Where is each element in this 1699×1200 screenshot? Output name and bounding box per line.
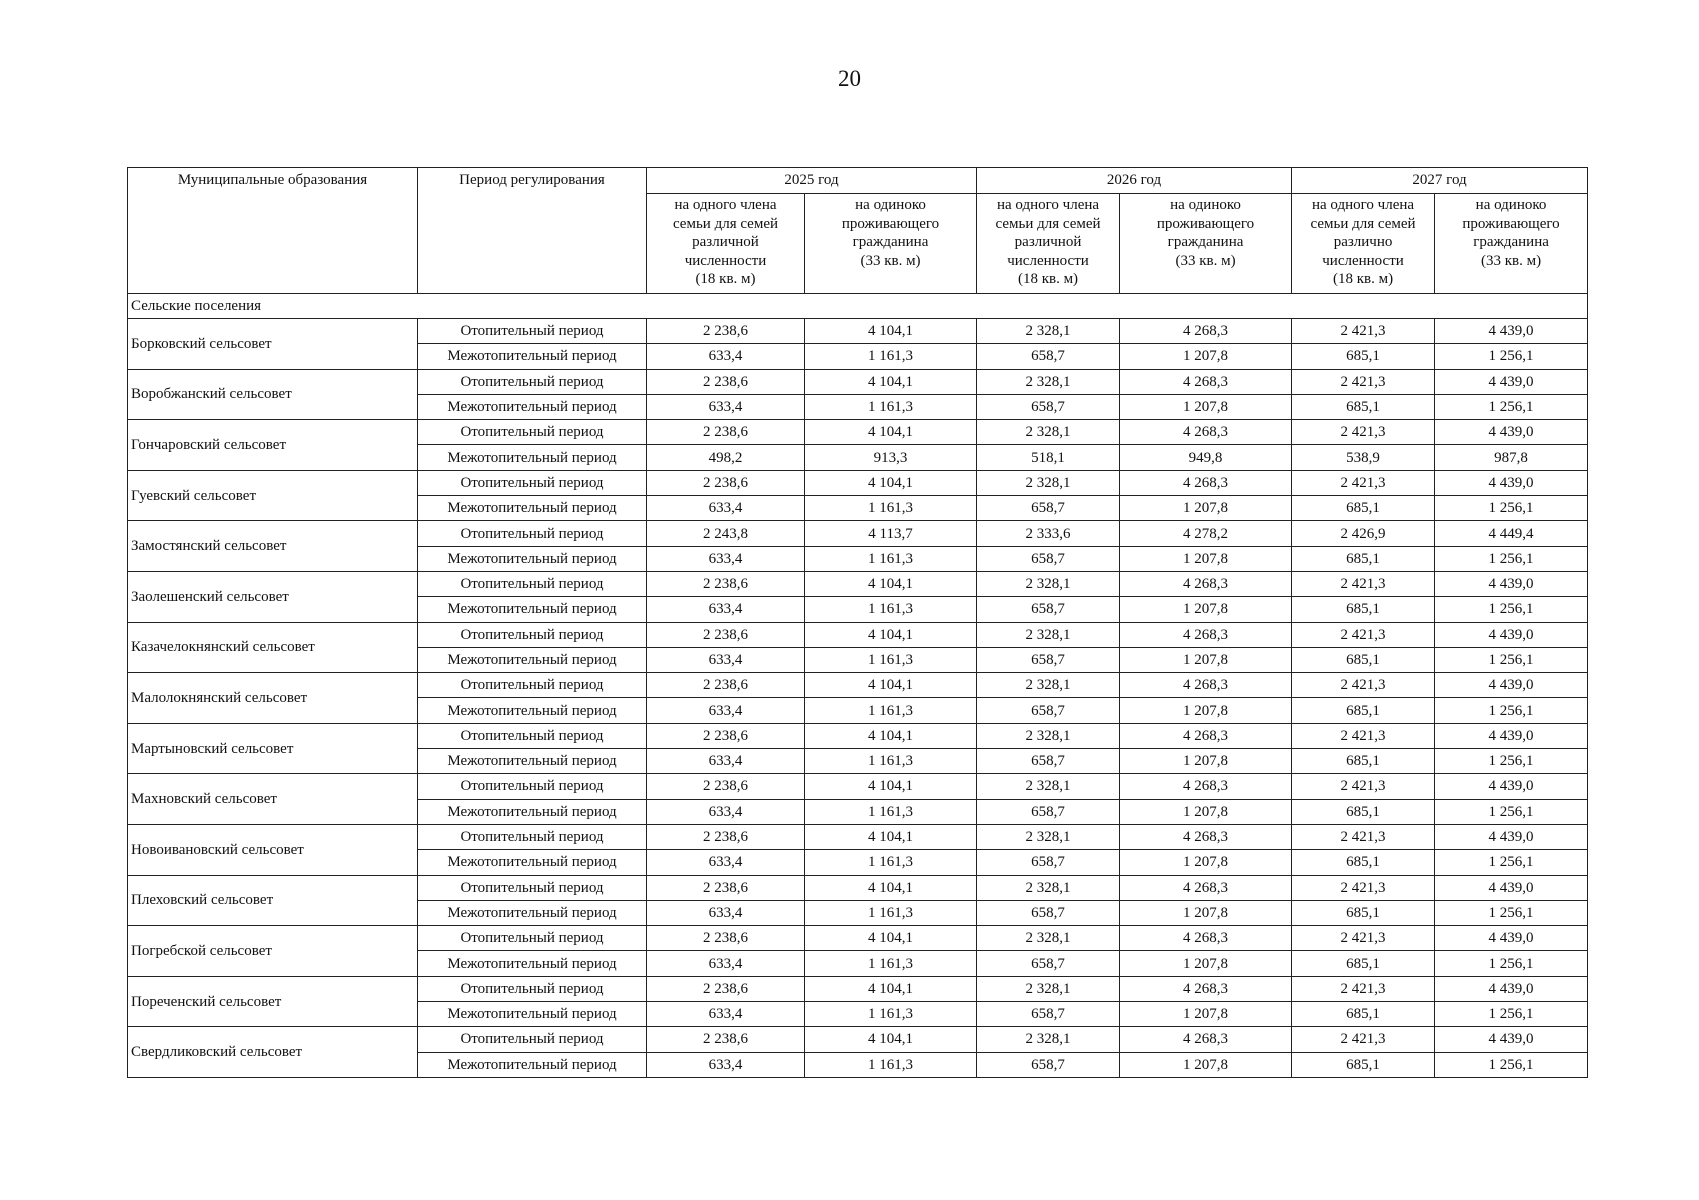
subheader-line: различной [1014,234,1082,250]
value-cell: 1 161,3 [805,1002,977,1027]
value-cell: 4 268,3 [1120,976,1292,1001]
period-cell: Отопительный период [418,470,647,495]
value-cell: 1 161,3 [805,546,977,571]
subheader-cell [647,194,805,294]
value-cell: 633,4 [647,1002,805,1027]
table-row [128,875,1588,900]
value-cell: 1 207,8 [1120,546,1292,571]
value-cell: 949,8 [1120,445,1292,470]
period-cell: Межотопительный период [418,445,647,470]
value-cell: 1 207,8 [1120,647,1292,672]
value-cell: 1 256,1 [1435,799,1588,824]
subheader-line: различно [1333,234,1393,250]
value-cell: 2 421,3 [1292,673,1435,698]
period-cell: Отопительный период [418,369,647,394]
period-cell: Отопительный период [418,622,647,647]
subheader-line: (33 кв. м) [860,252,921,269]
value-cell: 1 161,3 [805,597,977,622]
value-cell: 2 328,1 [977,319,1120,344]
municipality-name: Воробжанский сельсовет [128,369,418,420]
value-cell: 1 161,3 [805,698,977,723]
value-cell: 4 439,0 [1435,420,1588,445]
subheader-line: семьи для семей [672,215,779,232]
value-cell: 4 449,4 [1435,521,1588,546]
period-cell: Межотопительный период [418,799,647,824]
value-cell: 2 243,8 [647,521,805,546]
table-row [128,673,1588,698]
value-cell: 4 268,3 [1120,824,1292,849]
value-cell: 2 421,3 [1292,1027,1435,1052]
value-cell: 658,7 [977,698,1120,723]
value-cell: 4 104,1 [805,976,977,1001]
value-cell: 4 104,1 [805,673,977,698]
value-cell: 685,1 [1292,698,1435,723]
table-row [128,976,1588,1001]
value-cell: 658,7 [977,850,1120,875]
value-cell: 2 421,3 [1292,470,1435,495]
value-cell: 2 328,1 [977,1027,1120,1052]
value-cell: 538,9 [1292,445,1435,470]
value-cell: 4 268,3 [1120,673,1292,698]
value-cell: 2 328,1 [977,369,1120,394]
value-cell: 4 104,1 [805,420,977,445]
value-cell: 633,4 [647,749,805,774]
period-cell: Межотопительный период [418,900,647,925]
municipality-name: Гуевский сельсовет [128,470,418,521]
value-cell: 2 421,3 [1292,774,1435,799]
table-row [128,521,1588,546]
value-cell: 2 421,3 [1292,926,1435,951]
municipality-name: Плеховский сельсовет [128,875,418,926]
subheader-line: гражданина [852,234,929,250]
value-cell: 4 439,0 [1435,673,1588,698]
table-row [128,369,1588,394]
value-cell: 1 256,1 [1435,900,1588,925]
value-cell: 4 439,0 [1435,723,1588,748]
value-cell: 2 426,9 [1292,521,1435,546]
value-cell: 1 207,8 [1120,850,1292,875]
value-cell: 2 328,1 [977,875,1120,900]
value-cell: 1 256,1 [1435,546,1588,571]
subheader-cell [1120,194,1292,294]
value-cell: 2 238,6 [647,723,805,748]
value-cell: 2 328,1 [977,976,1120,1001]
value-cell: 2 238,6 [647,926,805,951]
value-cell: 633,4 [647,394,805,419]
subheader-line: на одиноко [1475,197,1547,213]
page-number: 20 [838,66,861,91]
subheader-line: проживающего [1156,215,1255,232]
value-cell: 1 161,3 [805,1052,977,1077]
value-cell: 2 238,6 [647,369,805,394]
value-cell: 4 439,0 [1435,774,1588,799]
table-row [128,723,1588,748]
period-cell: Отопительный период [418,774,647,799]
subheader-line: (33 кв. м) [1175,252,1236,269]
value-cell: 658,7 [977,1002,1120,1027]
value-cell: 913,3 [805,445,977,470]
tariff-table-container [127,167,1588,1078]
value-cell: 633,4 [647,900,805,925]
value-cell: 1 256,1 [1435,850,1588,875]
value-cell: 4 439,0 [1435,875,1588,900]
period-cell: Межотопительный период [418,698,647,723]
period-cell: Межотопительный период [418,597,647,622]
value-cell: 633,4 [647,799,805,824]
period-cell: Отопительный период [418,319,647,344]
value-cell: 658,7 [977,951,1120,976]
value-cell: 4 268,3 [1120,571,1292,596]
value-cell: 1 256,1 [1435,597,1588,622]
value-cell: 4 104,1 [805,926,977,951]
subheader-line: на одиноко [1170,197,1241,213]
value-cell: 2 328,1 [977,723,1120,748]
municipality-name: Махновский сельсовет [128,774,418,825]
section-title: Сельские поселения [128,294,1588,319]
value-cell: 2 238,6 [647,1027,805,1052]
value-cell: 2 328,1 [977,926,1120,951]
header-year-2025: 2025 год [647,168,977,194]
value-cell: 4 268,3 [1120,875,1292,900]
table-row [128,420,1588,445]
subheader-line: на одного члена [1311,197,1415,213]
period-cell: Межотопительный период [418,394,647,419]
table-row [128,824,1588,849]
value-cell: 633,4 [647,496,805,521]
value-cell: 1 256,1 [1435,1002,1588,1027]
value-cell: 685,1 [1292,850,1435,875]
value-cell: 4 268,3 [1120,622,1292,647]
subheader-cell [1435,194,1588,294]
value-cell: 2 421,3 [1292,369,1435,394]
value-cell: 1 207,8 [1120,1002,1292,1027]
value-cell: 2 328,1 [977,774,1120,799]
subheader-line: на одного члена [674,197,777,213]
period-cell: Отопительный период [418,420,647,445]
value-cell: 633,4 [647,344,805,369]
value-cell: 685,1 [1292,546,1435,571]
value-cell: 2 421,3 [1292,571,1435,596]
municipality-name: Борковский сельсовет [128,319,418,370]
table-row [128,622,1588,647]
value-cell: 2 238,6 [647,420,805,445]
period-cell: Отопительный период [418,926,647,951]
value-cell: 2 421,3 [1292,622,1435,647]
value-cell: 658,7 [977,394,1120,419]
value-cell: 4 104,1 [805,774,977,799]
value-cell: 4 439,0 [1435,824,1588,849]
period-cell: Межотопительный период [418,1052,647,1077]
value-cell: 4 268,3 [1120,420,1292,445]
header-year-2026: 2026 год [977,168,1292,194]
value-cell: 2 238,6 [647,976,805,1001]
value-cell: 1 207,8 [1120,698,1292,723]
value-cell: 633,4 [647,597,805,622]
value-cell: 4 104,1 [805,622,977,647]
value-cell: 1 207,8 [1120,900,1292,925]
subheader-line: численности [1007,252,1089,269]
value-cell: 685,1 [1292,344,1435,369]
value-cell: 1 256,1 [1435,647,1588,672]
period-cell: Межотопительный период [418,496,647,521]
value-cell: 2 328,1 [977,622,1120,647]
subheader-cell [1292,194,1435,294]
value-cell: 4 439,0 [1435,976,1588,1001]
period-cell: Отопительный период [418,571,647,596]
subheader-line: семьи для семей [1310,215,1416,232]
value-cell: 1 161,3 [805,850,977,875]
value-cell: 4 104,1 [805,319,977,344]
subheader-line: (18 кв. м) [1017,271,1079,287]
period-cell: Отопительный период [418,824,647,849]
value-cell: 658,7 [977,900,1120,925]
value-cell: 1 161,3 [805,951,977,976]
value-cell: 658,7 [977,597,1120,622]
value-cell: 1 256,1 [1435,394,1588,419]
value-cell: 4 278,2 [1120,521,1292,546]
subheader-line: семьи для семей [995,215,1101,232]
value-cell: 658,7 [977,647,1120,672]
subheader-line: проживающего [1462,215,1560,232]
value-cell: 4 439,0 [1435,1027,1588,1052]
value-cell: 1 161,3 [805,749,977,774]
table-row [128,774,1588,799]
period-cell: Межотопительный период [418,546,647,571]
value-cell: 1 161,3 [805,394,977,419]
municipality-name: Заолешенский сельсовет [128,571,418,622]
value-cell: 4 104,1 [805,470,977,495]
value-cell: 658,7 [977,749,1120,774]
subheader-line: гражданина [1473,234,1549,250]
value-cell: 685,1 [1292,799,1435,824]
period-cell: Отопительный период [418,875,647,900]
table-row [128,571,1588,596]
value-cell: 4 104,1 [805,369,977,394]
value-cell: 685,1 [1292,1052,1435,1077]
value-cell: 1 256,1 [1435,1052,1588,1077]
municipality-name: Свердликовский сельсовет [128,1027,418,1078]
value-cell: 2 238,6 [647,622,805,647]
subheader-line: различной [692,234,759,250]
value-cell: 4 104,1 [805,875,977,900]
table-body [128,294,1588,1078]
value-cell: 1 161,3 [805,799,977,824]
value-cell: 2 328,1 [977,673,1120,698]
table-row [128,1027,1588,1052]
value-cell: 4 439,0 [1435,622,1588,647]
period-cell: Межотопительный период [418,647,647,672]
subheader-line: численности [684,252,767,269]
value-cell: 2 328,1 [977,824,1120,849]
value-cell: 2 238,6 [647,824,805,849]
value-cell: 658,7 [977,496,1120,521]
header-year-2027: 2027 год [1292,168,1588,194]
value-cell: 658,7 [977,546,1120,571]
value-cell: 633,4 [647,698,805,723]
value-cell: 633,4 [647,647,805,672]
value-cell: 2 328,1 [977,470,1120,495]
subheader-line: (33 кв. м) [1480,252,1542,269]
value-cell: 2 421,3 [1292,723,1435,748]
header-period: Период регулирования [418,168,647,294]
value-cell: 633,4 [647,850,805,875]
subheader-line: на одиноко [855,197,926,213]
value-cell: 2 238,6 [647,319,805,344]
period-cell: Отопительный период [418,521,647,546]
municipality-name: Погребской сельсовет [128,926,418,977]
subheader-line: численности [1322,252,1404,269]
table-row [128,926,1588,951]
subheader-cell [805,194,977,294]
value-cell: 987,8 [1435,445,1588,470]
table-row [128,319,1588,344]
value-cell: 1 161,3 [805,344,977,369]
value-cell: 2 421,3 [1292,824,1435,849]
subheader-line: гражданина [1167,234,1244,250]
value-cell: 4 268,3 [1120,319,1292,344]
header-municipality: Муниципальные образования [128,168,418,294]
value-cell: 2 238,6 [647,673,805,698]
value-cell: 4 268,3 [1120,369,1292,394]
value-cell: 4 268,3 [1120,774,1292,799]
value-cell: 658,7 [977,344,1120,369]
municipality-name: Малолокнянский сельсовет [128,673,418,724]
value-cell: 1 207,8 [1120,496,1292,521]
value-cell: 498,2 [647,445,805,470]
value-cell: 2 333,6 [977,521,1120,546]
period-cell: Межотопительный период [418,951,647,976]
municipality-name: Казачелокнянский сельсовет [128,622,418,673]
value-cell: 685,1 [1292,597,1435,622]
value-cell: 685,1 [1292,900,1435,925]
value-cell: 2 421,3 [1292,976,1435,1001]
value-cell: 658,7 [977,1052,1120,1077]
value-cell: 1 256,1 [1435,698,1588,723]
municipality-name: Замостянский сельсовет [128,521,418,572]
value-cell: 633,4 [647,546,805,571]
value-cell: 1 207,8 [1120,1052,1292,1077]
value-cell: 4 104,1 [805,824,977,849]
tariff-table [127,167,1588,1078]
value-cell: 1 207,8 [1120,394,1292,419]
value-cell: 4 113,7 [805,521,977,546]
value-cell: 1 207,8 [1120,951,1292,976]
value-cell: 1 256,1 [1435,749,1588,774]
value-cell: 658,7 [977,799,1120,824]
value-cell: 1 161,3 [805,900,977,925]
value-cell: 2 421,3 [1292,420,1435,445]
value-cell: 4 104,1 [805,723,977,748]
subheader-line: проживающего [841,215,940,232]
value-cell: 4 439,0 [1435,926,1588,951]
value-cell: 2 328,1 [977,420,1120,445]
value-cell: 4 439,0 [1435,319,1588,344]
subheader-line: (18 кв. м) [695,271,756,287]
value-cell: 2 421,3 [1292,875,1435,900]
municipality-name: Пореченский сельсовет [128,976,418,1027]
value-cell: 2 238,6 [647,571,805,596]
value-cell: 1 161,3 [805,647,977,672]
period-cell: Отопительный период [418,976,647,1001]
period-cell: Межотопительный период [418,850,647,875]
period-cell: Отопительный период [418,723,647,748]
value-cell: 685,1 [1292,647,1435,672]
value-cell: 4 439,0 [1435,369,1588,394]
value-cell: 4 104,1 [805,1027,977,1052]
value-cell: 518,1 [977,445,1120,470]
value-cell: 2 238,6 [647,470,805,495]
value-cell: 685,1 [1292,951,1435,976]
value-cell: 4 268,3 [1120,723,1292,748]
table-header [128,168,1588,294]
value-cell: 2 238,6 [647,875,805,900]
subheader-line: (18 кв. м) [1332,271,1394,287]
value-cell: 4 268,3 [1120,926,1292,951]
value-cell: 685,1 [1292,749,1435,774]
value-cell: 4 439,0 [1435,571,1588,596]
value-cell: 4 268,3 [1120,470,1292,495]
value-cell: 1 207,8 [1120,749,1292,774]
value-cell: 1 161,3 [805,496,977,521]
period-cell: Межотопительный период [418,749,647,774]
value-cell: 1 256,1 [1435,344,1588,369]
value-cell: 4 268,3 [1120,1027,1292,1052]
value-cell: 2 328,1 [977,571,1120,596]
municipality-name: Новоивановский сельсовет [128,824,418,875]
subheader-line: на одного члена [996,197,1100,213]
period-cell: Отопительный период [418,1027,647,1052]
value-cell: 4 439,0 [1435,470,1588,495]
value-cell: 2 421,3 [1292,319,1435,344]
value-cell: 1 256,1 [1435,951,1588,976]
value-cell: 685,1 [1292,496,1435,521]
value-cell: 1 256,1 [1435,496,1588,521]
value-cell: 633,4 [647,1052,805,1077]
municipality-name: Мартыновский сельсовет [128,723,418,774]
value-cell: 1 207,8 [1120,597,1292,622]
period-cell: Отопительный период [418,673,647,698]
value-cell: 685,1 [1292,394,1435,419]
value-cell: 2 238,6 [647,774,805,799]
value-cell: 685,1 [1292,1002,1435,1027]
value-cell: 4 104,1 [805,571,977,596]
subheader-cell [977,194,1120,294]
period-cell: Межотопительный период [418,344,647,369]
value-cell: 1 207,8 [1120,799,1292,824]
value-cell: 1 207,8 [1120,344,1292,369]
period-cell: Межотопительный период [418,1002,647,1027]
municipality-name: Гончаровский сельсовет [128,420,418,471]
value-cell: 633,4 [647,951,805,976]
table-row [128,470,1588,495]
